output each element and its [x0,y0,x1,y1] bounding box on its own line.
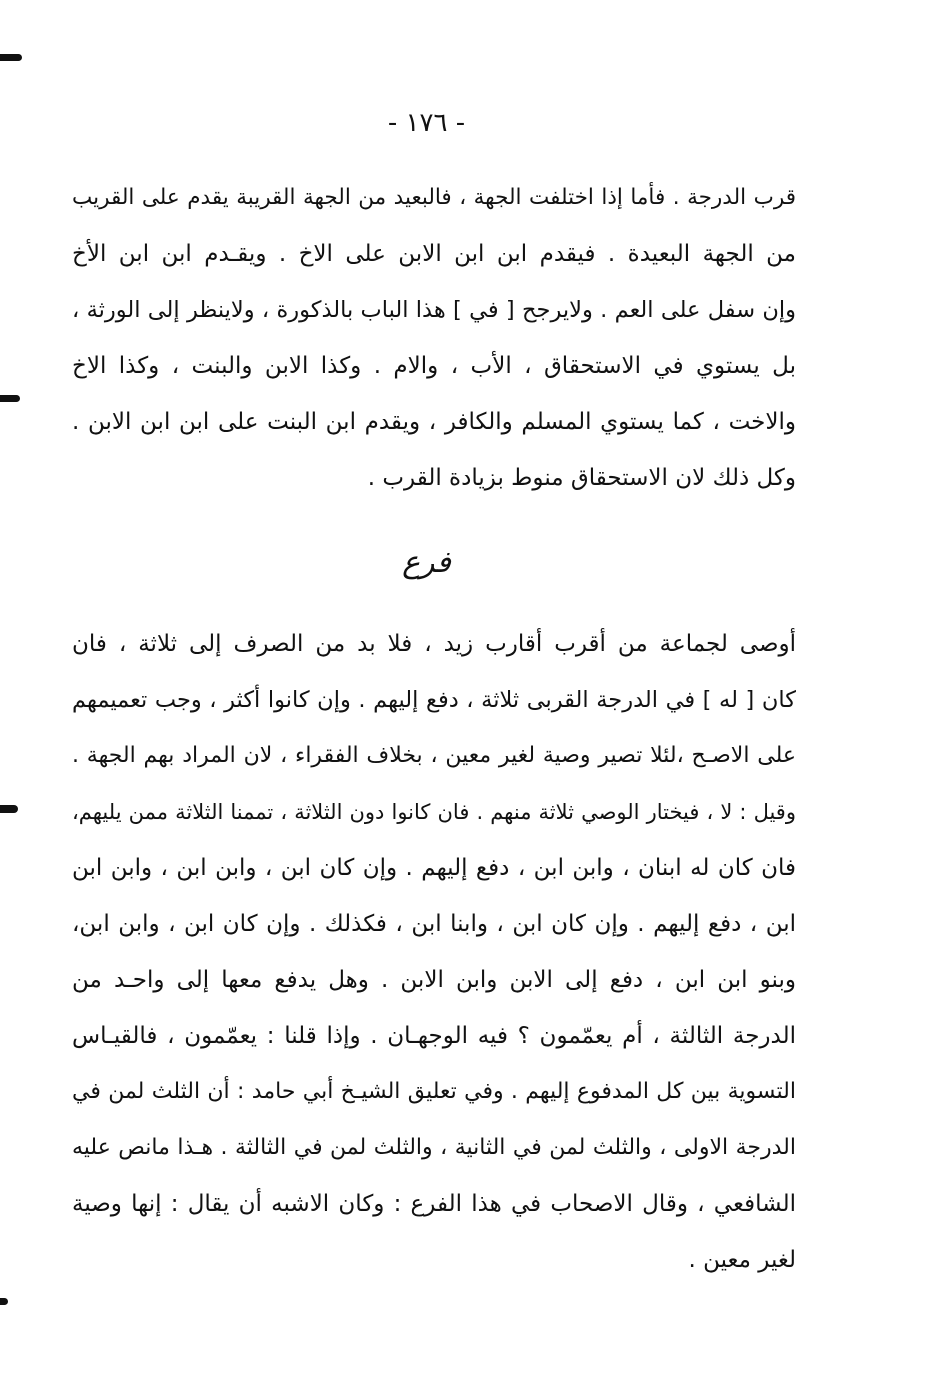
text-line: التسوية بين كل المدفوع إليهم . وفي تعليق الشيـخ أبي حامد : أن الثلث لمن في [72,1079,796,1104]
paragraph-2 [72,616,796,1288]
text-line: والاخت ، كما يستوي المسلم والكافر ، ويقدم ابن البنت على ابن ابن الابن . [72,409,796,435]
text-line: وكل ذلك لان الاستحقاق منوط بزيادة القرب . [367,465,796,491]
text-line: ابن ، دفع إليهم . وإن كان ابن ، وابنا ابن ، فكذلك . وإن كان ابن ، وابن ابن، [72,911,796,937]
text-line: الشافعي ، وقال الاصحاب في هذا الفرع : وكان الاشبه أن يقال : إنها وصية [72,1191,796,1217]
text-line: كان [ له ] في الدرجة القربى ثلاثة ، دفع إليهم . وإن كانوا أكثر ، وجب تعميمهم [72,687,796,713]
text-line: وقيل : لا ، فيختار الوصي ثلاثة منهم . فان كانوا دون الثلاثة ، تممنا الثلاثة ممن يليهم، [72,800,796,824]
scan-edge-mark [0,1298,8,1305]
text-line: بل يستوي في الاستحقاق ، الأب ، والام . وكذا الابن والبنت ، وكذا الاخ [72,353,796,379]
scan-edge-mark [0,805,18,813]
paragraph-1 [72,170,796,506]
scan-edge-mark [0,54,22,61]
text-line: الدرجة الثالثة ، أم يعمّمون ؟ فيه الوجهـان . وإذا قلنا : يعمّمون ، فالقيـاس [72,1023,796,1049]
section-heading: فرع [402,545,451,580]
text-line: وبنو ابن ابن ، دفع إلى الابن وابن الابن . وهل يدفع معها إلى واحـد من [72,967,796,993]
page-number: - ١٧٦ - [387,108,466,138]
text-line: فان كان له ابنان ، وابن ابن ، دفع إليهم . وإن كان ابن ، وابن ابن ، وابن ابن [72,855,796,881]
scan-edge-mark [0,395,20,402]
text-line: لغير معين . [688,1247,796,1273]
text-line: قرب الدرجة . فأما إذا اختلفت الجهة ، فالبعيد من الجهة القريبة يقدم على القريب [72,185,796,210]
text-line: الدرجة الاولى ، والثلث لمن في الثانية ، والثلث لمن في الثالثة . هـذا مانص عليه [72,1135,796,1160]
text-line: على الاصـح ،لئلا تصير وصية لغير معين ، بخلاف الفقراء ، لان المراد بهم الجهة . [72,743,796,768]
text-line: أوصى لجماعة من أقرب أقارب زيد ، فلا بد من الصرف إلى ثلاثة ، فان [72,631,796,657]
text-line: وإن سفل على العم . ولايرجح [ في ] هذا الباب بالذكورة ، ولاينظر إلى الورثة ، [72,297,796,323]
text-line: من الجهة البعيدة . فيقدم ابن ابن الابن على الاخ . ويقـدم ابن ابن الأخ [72,241,796,267]
